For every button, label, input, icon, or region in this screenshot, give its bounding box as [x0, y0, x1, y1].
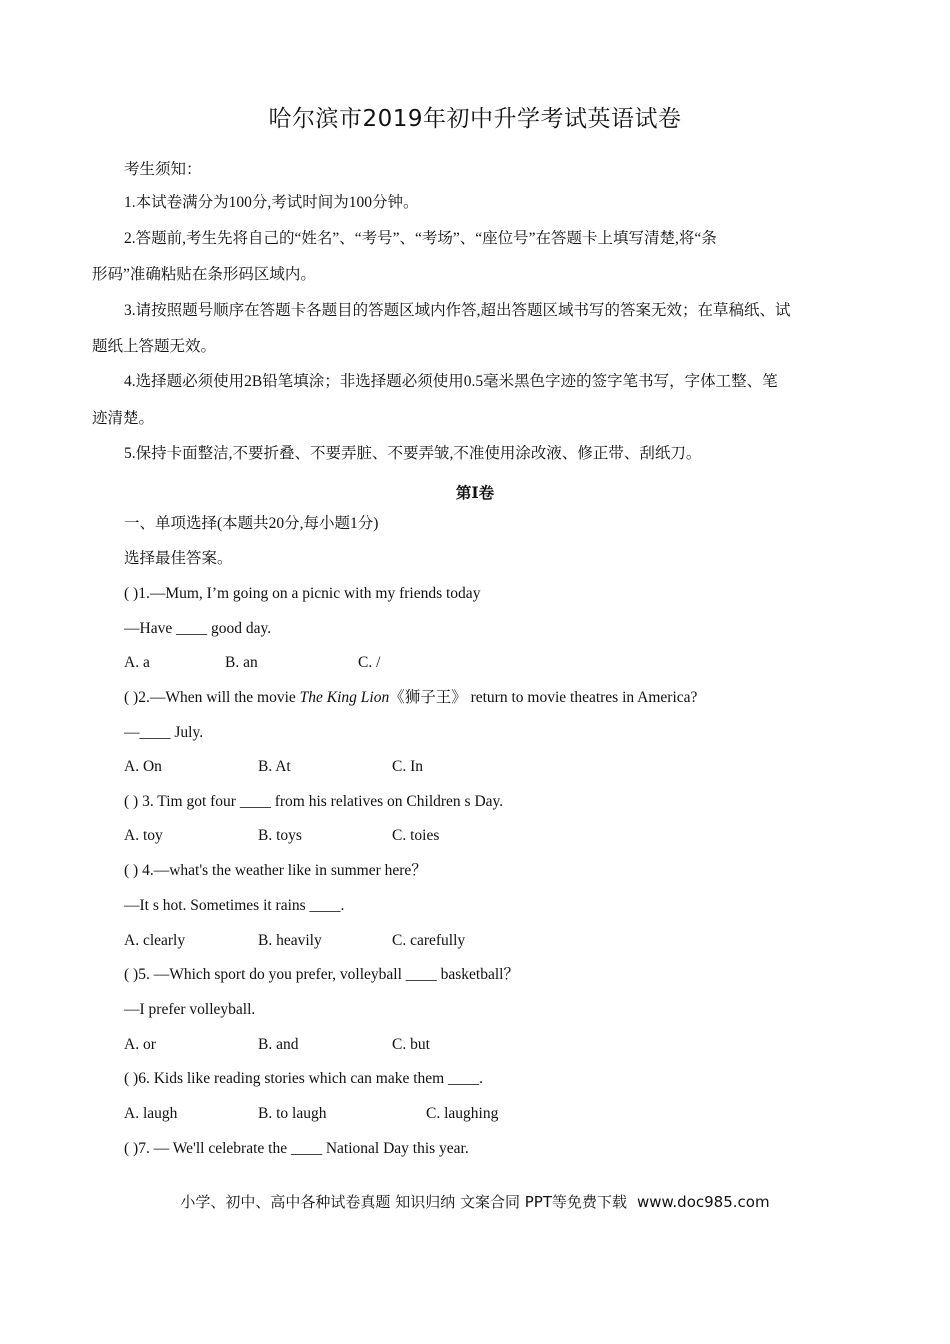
question-6-option-b: B. to laugh: [258, 1105, 327, 1122]
question-2-option-a: A. On: [124, 758, 162, 775]
question-4-reply: —It s hot. Sometimes it rains ____.: [124, 897, 345, 914]
question-1-reply: —Have ____ good day.: [124, 620, 272, 637]
notice-item-4b: 迹清楚。: [92, 410, 155, 427]
part-instruction: 选择最佳答案。: [124, 550, 233, 567]
question-2-stem: [124, 688, 697, 708]
question-4-option-c: C. carefully: [392, 932, 466, 949]
question-4-option-b: B. heavily: [258, 932, 322, 949]
notice-heading: 考生须知：: [124, 161, 202, 178]
question-5-stem: ( )5. —Which sport do you prefer, volleyball ____ basketball？: [124, 966, 519, 983]
question-2-stem-post: 《狮子王》 return to movie theatres in America?: [389, 689, 698, 706]
notice-item-4a: 4.选择题必须使用2B铅笔填涂；非选择题必须使用0.5毫米黑色字迹的签字笔书写，字体工整、笔: [124, 373, 778, 390]
question-2-stem-pre: ( )2.—When will the movie: [124, 689, 300, 706]
question-3-option-b: B. toys: [258, 827, 302, 844]
question-3-stem: ( ) 3. Tim got four ____ from his relatives on Children s Day.: [124, 793, 504, 810]
question-1-option-a: A. a: [124, 654, 150, 671]
question-2-movie-title: The King Lion: [299, 689, 390, 706]
page-footer: [0, 1191, 950, 1212]
question-5-option-c: C. but: [392, 1036, 430, 1053]
question-1-option-c: C. /: [358, 654, 381, 671]
question-7-stem: ( )7. — We'll celebrate the ____ National Day this year.: [124, 1140, 469, 1157]
notice-item-1: 1.本试卷满分为100分,考试时间为100分钟。: [124, 194, 419, 211]
notice-item-2b: 形码”准确粘贴在条形码区域内。: [92, 266, 316, 283]
question-5-option-b: B. and: [258, 1036, 299, 1053]
question-4-option-a: A. clearly: [124, 932, 186, 949]
question-5-option-a: A. or: [124, 1036, 156, 1053]
section-title: 第Ⅰ卷: [455, 485, 495, 502]
notice-item-2a: 2.答题前,考生先将自己的“姓名”、“考号”、“考场”、“座位号”在答题卡上填写清楚,将“条: [124, 230, 717, 247]
question-6-option-c: C. laughing: [426, 1105, 499, 1122]
question-3-option-a: A. toy: [124, 827, 163, 844]
question-2-option-b: B. At: [258, 758, 291, 775]
part-heading: 一、单项选择(本题共20分,每小题1分): [124, 515, 379, 532]
question-3-option-c: C. toies: [392, 827, 440, 844]
question-2-reply: —____ July.: [124, 724, 204, 741]
question-6-option-a: A. laugh: [124, 1105, 178, 1122]
question-5-reply: —I prefer volleyball.: [124, 1001, 256, 1018]
question-4-stem: ( ) 4.—what's the weather like in summer here？: [124, 862, 427, 879]
question-1-option-b: B. an: [225, 654, 258, 671]
question-1-stem: ( )1.—Mum, I’m going on a picnic with my friends today: [124, 585, 481, 602]
notice-item-3b: 题纸上答题无效。: [92, 338, 217, 355]
footer-link[interactable]: www.doc985.com: [636, 1193, 770, 1211]
question-6-stem: ( )6. Kids like reading stories which can make them ____.: [124, 1070, 483, 1087]
notice-item-5: 5.保持卡面整洁,不要折叠、不要弄脏、不要弄皱,不准使用涂改液、修正带、刮纸刀。: [124, 445, 702, 462]
notice-item-3a: 3.请按照题号顺序在答题卡各题目的答题区域内作答,超出答题区域书写的答案无效；在草稿纸、试: [124, 302, 791, 319]
page-title: 哈尔滨市2019年初中升学考试英语试卷: [268, 106, 682, 132]
question-2-option-c: C. In: [392, 758, 423, 775]
footer-text: 小学、初中、高中各种试卷真题 知识归纳 文案合同 PPT等免费下载: [180, 1193, 627, 1211]
